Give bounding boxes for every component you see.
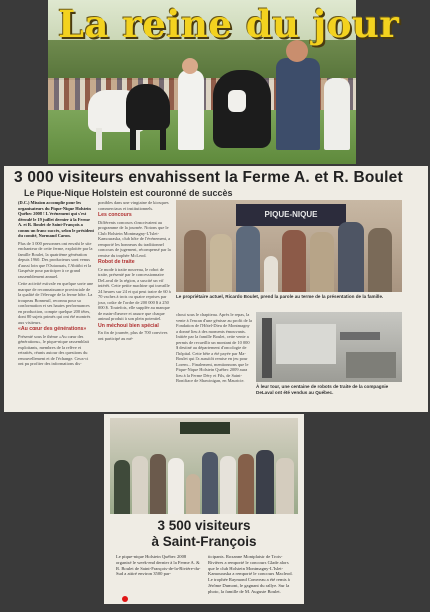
person-head	[182, 58, 198, 74]
family-member	[236, 226, 260, 292]
article-paragraph: ponibles dans une vingtaine de kiosques commerciaux et institutionnels.	[98, 200, 169, 211]
family-member	[264, 256, 278, 292]
group-member	[238, 454, 254, 514]
person-silhouette	[262, 318, 272, 378]
photo-banner: PIQUE-NIQUE	[236, 204, 346, 226]
group-member	[276, 458, 294, 514]
article-paragraph: Ce mode à traite nouveau, le robot de traite, présenté par le concessionnaire DeLaval de la région, a suscité un vif intérêt. Cette petite machine qui travaille 24 heures sur 24 et qui peut traire de 60 à 70 vaches à trois ou quatre reprises par jour, coûte de l'ordre de 200 000 $ à 250 000 $. Toutefois, elle supplée au manque de main-d'œuvre et assure que chaque animal produit à son plein potentiel.	[98, 266, 171, 321]
robot-arm	[340, 332, 380, 340]
group-photo	[110, 418, 298, 514]
bottom-title-line-1: 3 500 visiteurs	[157, 518, 251, 533]
bottom-column-1	[116, 554, 202, 594]
group-member	[220, 456, 236, 514]
bottom-paragraph: ticipants. Roxanne Montplaisir de Trois-Rivières a remporté le concours Glade alors que le club Holstein Montmagny-L'Islet-Kamouraska a remporté le concours Macleod. Le trophée Raymond Comveau a été remis à Jérôme Dumont, le gagnant du rallye. Sur la photo, la famille de M. Auguste Boulet.	[208, 554, 293, 594]
family-member	[282, 230, 306, 292]
group-member	[168, 458, 184, 514]
family-member	[338, 222, 364, 292]
cow-3-patch	[228, 90, 246, 112]
top-title: La reine du jour	[58, 2, 400, 46]
family-member	[310, 232, 334, 292]
article-paragraph: choui sous le chapiteau. Après le repas, la vente à l'encan d'une génisse au profit de la Fondation de l'Hôtel-Dieu de Montmagny a donné lieu à des moments émouvants. Initiée par la famille Boulet, cette vente a permis de recueillir un montant de 10 000 $ destiné au département d'oncologie de l'hôpital. Cette bête a été payée par Ma-Boulet qui l'a aussitôt remise en jeu pour Lorem... Finalement, mentionnons que le Pique-Nique Holstein Québec 2009 aura lieu à la Ferme Déry et Fils, de Saint-Bonifiace de Shawinigan, en Mauricie.	[176, 312, 252, 383]
article-subheading: Un méchoui bien spécial	[98, 322, 159, 329]
bottom-column-2	[208, 554, 294, 602]
cow-leg	[96, 128, 102, 150]
article-paragraph: Présenté sous le thème «Au cœur des générations», le pique-nique rassemblait exploitants, membres de la relève et retraités, réunis autour des questions du renouvellement et de l'échange. Ceux-ci ont pu profiter des informations dis-	[18, 333, 89, 366]
article-subheading: Robot de traite	[98, 259, 135, 265]
article-clipping	[4, 166, 428, 412]
red-marker-dot	[122, 596, 128, 602]
robot-base	[346, 352, 396, 378]
family-member	[368, 228, 392, 292]
robot-photo-caption: À leur tour, une centaine de robots de traite de la compagnie DeLaval ont été vendus au Québec.	[256, 384, 389, 395]
group-member	[150, 454, 166, 514]
family-photo-caption: Le propriétaire actuel, Ricardo Boulet, prend la parole au terme de la présentation de la famille.	[176, 294, 384, 299]
cow-leg	[130, 126, 136, 150]
person-handler-1	[178, 70, 204, 150]
group-member	[114, 460, 130, 514]
group-member	[186, 474, 200, 514]
article-column-1	[18, 200, 94, 410]
bottom-title-line-2: à Saint-François	[151, 534, 257, 549]
family-member	[210, 234, 232, 292]
article-subhead: Le Pique-Nique Holstein est couronné de succès	[24, 188, 233, 198]
cow-2	[126, 84, 170, 130]
group-member	[202, 452, 218, 514]
bottom-paragraph: Le pique-nique Holstein Québec 2008 organisé le week-end dernier à la Ferme A. & R. Boulet de Saint-François-de-la-Rivière-du-Sud a attiré environ 3500 par-	[116, 554, 201, 577]
person-handler-2	[276, 58, 320, 150]
cow-leg	[160, 126, 166, 150]
article-column-2	[98, 200, 172, 410]
group-member	[132, 456, 148, 514]
milking-robot-photo	[256, 312, 402, 382]
article-paragraph: (D.C.) Mission accomplie pour les organisateurs du Pique-Nique Holstein Québec 2008 ! L'événement qui s'est déroulé le 19 juillet dernier à la Ferme A. et R. Boulet de Saint-François a connu un franc succès, selon le président du comité, Normand Caron.	[18, 200, 94, 238]
article-column-3	[176, 312, 252, 410]
article-paragraph: Cette activité estivale en quelque sorte une marque de reconnaissance provinciale de la qualité de l'élevage de la ferme hôte. La troupeau Bonneuil, reconnu pour sa conformation et ses hautes performances en production, compte quelque 200 têtes, dont 80 sujets primés qui ont été montrés aux visiteurs.	[18, 281, 94, 325]
article-paragraph: En fin de journée, plus de 700 convives ont participé au mé-	[98, 330, 168, 341]
group-photo-sign	[180, 422, 230, 434]
bottom-title	[104, 518, 304, 550]
article-subheading: Les concours	[98, 212, 132, 218]
person-bystander	[324, 78, 350, 150]
bottom-clipping	[104, 414, 304, 604]
article-headline: 3 000 visiteurs envahissent la Ferme A. et R. Boulet	[14, 169, 403, 186]
article-paragraph: Plus de 3 000 personnes ont envahi le site enchanteur de cette ferme, exploitée par la famille Boulet, la quatrième génération depuis 1960. Des producteurs sont venus d'aussi loin que l'Outaouais, l'Abitibi et la Gaspésie pour participer à ce grand rassemblement annuel.	[18, 240, 93, 279]
article-paragraph: Différents concours s'inscrivaient au programme de la journée. Notons que le Club Holstein Montmagny-L'Islet-Kamouraska, club hôte de l'événement, a remporté les honneurs du traditionnel concours de jugement, récompensé par la remise du trophée McLeod.	[98, 219, 171, 258]
family-member	[184, 230, 206, 292]
group-member	[256, 450, 274, 514]
family-photo	[176, 200, 402, 292]
top-photo-clipping	[48, 0, 400, 164]
article-subheading: «Au cœur des générations»	[18, 326, 87, 332]
robot-body	[276, 324, 336, 364]
